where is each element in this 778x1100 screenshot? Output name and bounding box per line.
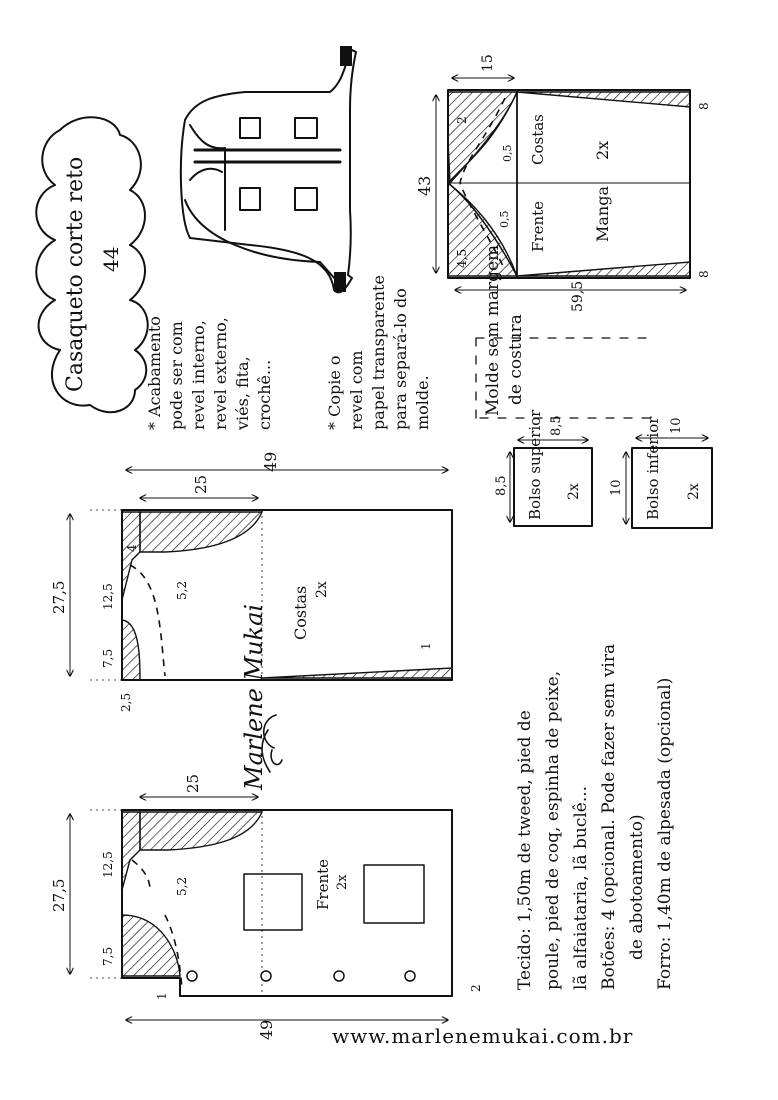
manga-height-dim: 43 bbox=[415, 175, 434, 196]
frente-label: Frente bbox=[314, 858, 332, 910]
frente-hem-dim: 2 bbox=[469, 984, 483, 992]
manga-back-mid-dim: 0,5 bbox=[501, 144, 514, 162]
note-line: revel com bbox=[347, 350, 366, 430]
bolso-inferior-w-dim: 10 bbox=[669, 417, 684, 434]
frente-count: 2x bbox=[335, 874, 350, 890]
manga-label: Manga bbox=[593, 185, 612, 242]
manga-piece bbox=[415, 54, 711, 312]
costas-shoulder-dim: 25 bbox=[192, 474, 210, 494]
jacket-sketch bbox=[181, 46, 356, 292]
note-line: revel externo, bbox=[211, 317, 230, 430]
note-line: papel transparente bbox=[369, 275, 388, 430]
bolso-superior-label: Bolso superior bbox=[526, 409, 544, 520]
materials-list bbox=[515, 644, 675, 990]
title-text: Casaqueto corte reto bbox=[63, 156, 88, 392]
manga-front-label: Frente bbox=[529, 200, 547, 252]
note-line: pode ser com bbox=[167, 321, 186, 430]
manga-back-curve-dim: 2 bbox=[455, 116, 469, 124]
title-cloud bbox=[36, 117, 147, 412]
note-line: * Copie o bbox=[325, 355, 344, 430]
costas-top-dim: 4 bbox=[125, 544, 139, 552]
frente-height-dim: 27,5 bbox=[50, 878, 68, 912]
materials-line: Tecido: 1,50m de tweed, pied de bbox=[515, 710, 535, 990]
manga-count: 2x bbox=[593, 140, 612, 160]
costas-neck-dim: 7,5 bbox=[101, 648, 115, 668]
frente-armhole-dim: 5,2 bbox=[175, 876, 189, 896]
bolso-inferior-count: 2x bbox=[686, 483, 702, 500]
note-line: revel interno, bbox=[189, 320, 208, 430]
costas-half-dim: 12,5 bbox=[101, 583, 115, 610]
frente-piece bbox=[50, 774, 483, 1040]
materials-line: Forro: 1,40m de alpesada (opcional) bbox=[655, 677, 675, 990]
manga-front-low-dim: 4,5 bbox=[455, 248, 469, 268]
costas-side-dim: 1 bbox=[419, 642, 433, 650]
size-text: 44 bbox=[99, 246, 123, 272]
frente-half-dim: 12,5 bbox=[101, 851, 115, 878]
manga-wrist-dim-top: 8 bbox=[697, 102, 711, 110]
website-text: www.marlenemukai.com.br bbox=[332, 1024, 634, 1048]
costas-count: 2x bbox=[314, 581, 330, 598]
signature bbox=[240, 604, 282, 791]
bolso-inferior-h-dim: 10 bbox=[609, 479, 624, 496]
costas-length-dim: 49 bbox=[261, 451, 280, 472]
materials-line: Botões: 4 (opcional. Pode fazer sem vira bbox=[599, 643, 619, 990]
note-line: Molde sem margem bbox=[483, 244, 503, 416]
frente-length-dim: 49 bbox=[257, 1019, 276, 1040]
note-line: crochê... bbox=[255, 359, 274, 430]
costas-label: Costas bbox=[291, 585, 310, 640]
bolso-superior-piece bbox=[494, 409, 592, 526]
frente-neck-dim: 7,5 bbox=[101, 946, 115, 966]
costas-armhole-dim: 5,2 bbox=[175, 580, 189, 600]
materials-line: poule, pied de coq, espinha de peixe, bbox=[543, 670, 563, 990]
bolso-superior-count: 2x bbox=[566, 483, 582, 500]
materials-line: lã alfaiataria, lã buclê... bbox=[571, 785, 591, 990]
costas-height-dim: 27,5 bbox=[50, 580, 68, 614]
frente-shoulder-dim: 25 bbox=[184, 773, 202, 793]
bolso-inferior-label: Bolso inferior bbox=[644, 416, 662, 520]
signature-text: Marlene Mukai bbox=[240, 603, 268, 790]
finish-note bbox=[145, 316, 274, 431]
note-line: viés, fita, bbox=[233, 356, 252, 430]
manga-front-mid-dim: 0,5 bbox=[498, 210, 511, 228]
materials-line: de abotoamento) bbox=[627, 814, 647, 960]
manga-wrist-dim-bottom: 8 bbox=[697, 270, 711, 278]
note-line: para separá-lo do bbox=[391, 288, 410, 430]
note-line: de costura bbox=[506, 314, 526, 405]
note-line: * Acabamento bbox=[145, 316, 164, 430]
note-line: molde. bbox=[413, 375, 432, 430]
bolso-superior-w-dim: 8,5 bbox=[549, 415, 564, 436]
manga-width-dim: 59,5 bbox=[570, 280, 586, 312]
frente-side-dim: 1 bbox=[155, 992, 169, 1000]
bolso-superior-h-dim: 8,5 bbox=[494, 475, 509, 496]
bolso-inferior-piece bbox=[609, 416, 712, 528]
costas-ext-dim: 2,5 bbox=[119, 692, 133, 712]
copy-note bbox=[325, 275, 432, 430]
manga-cap-dim: 15 bbox=[480, 54, 496, 72]
manga-back-label: Costas bbox=[529, 114, 547, 165]
